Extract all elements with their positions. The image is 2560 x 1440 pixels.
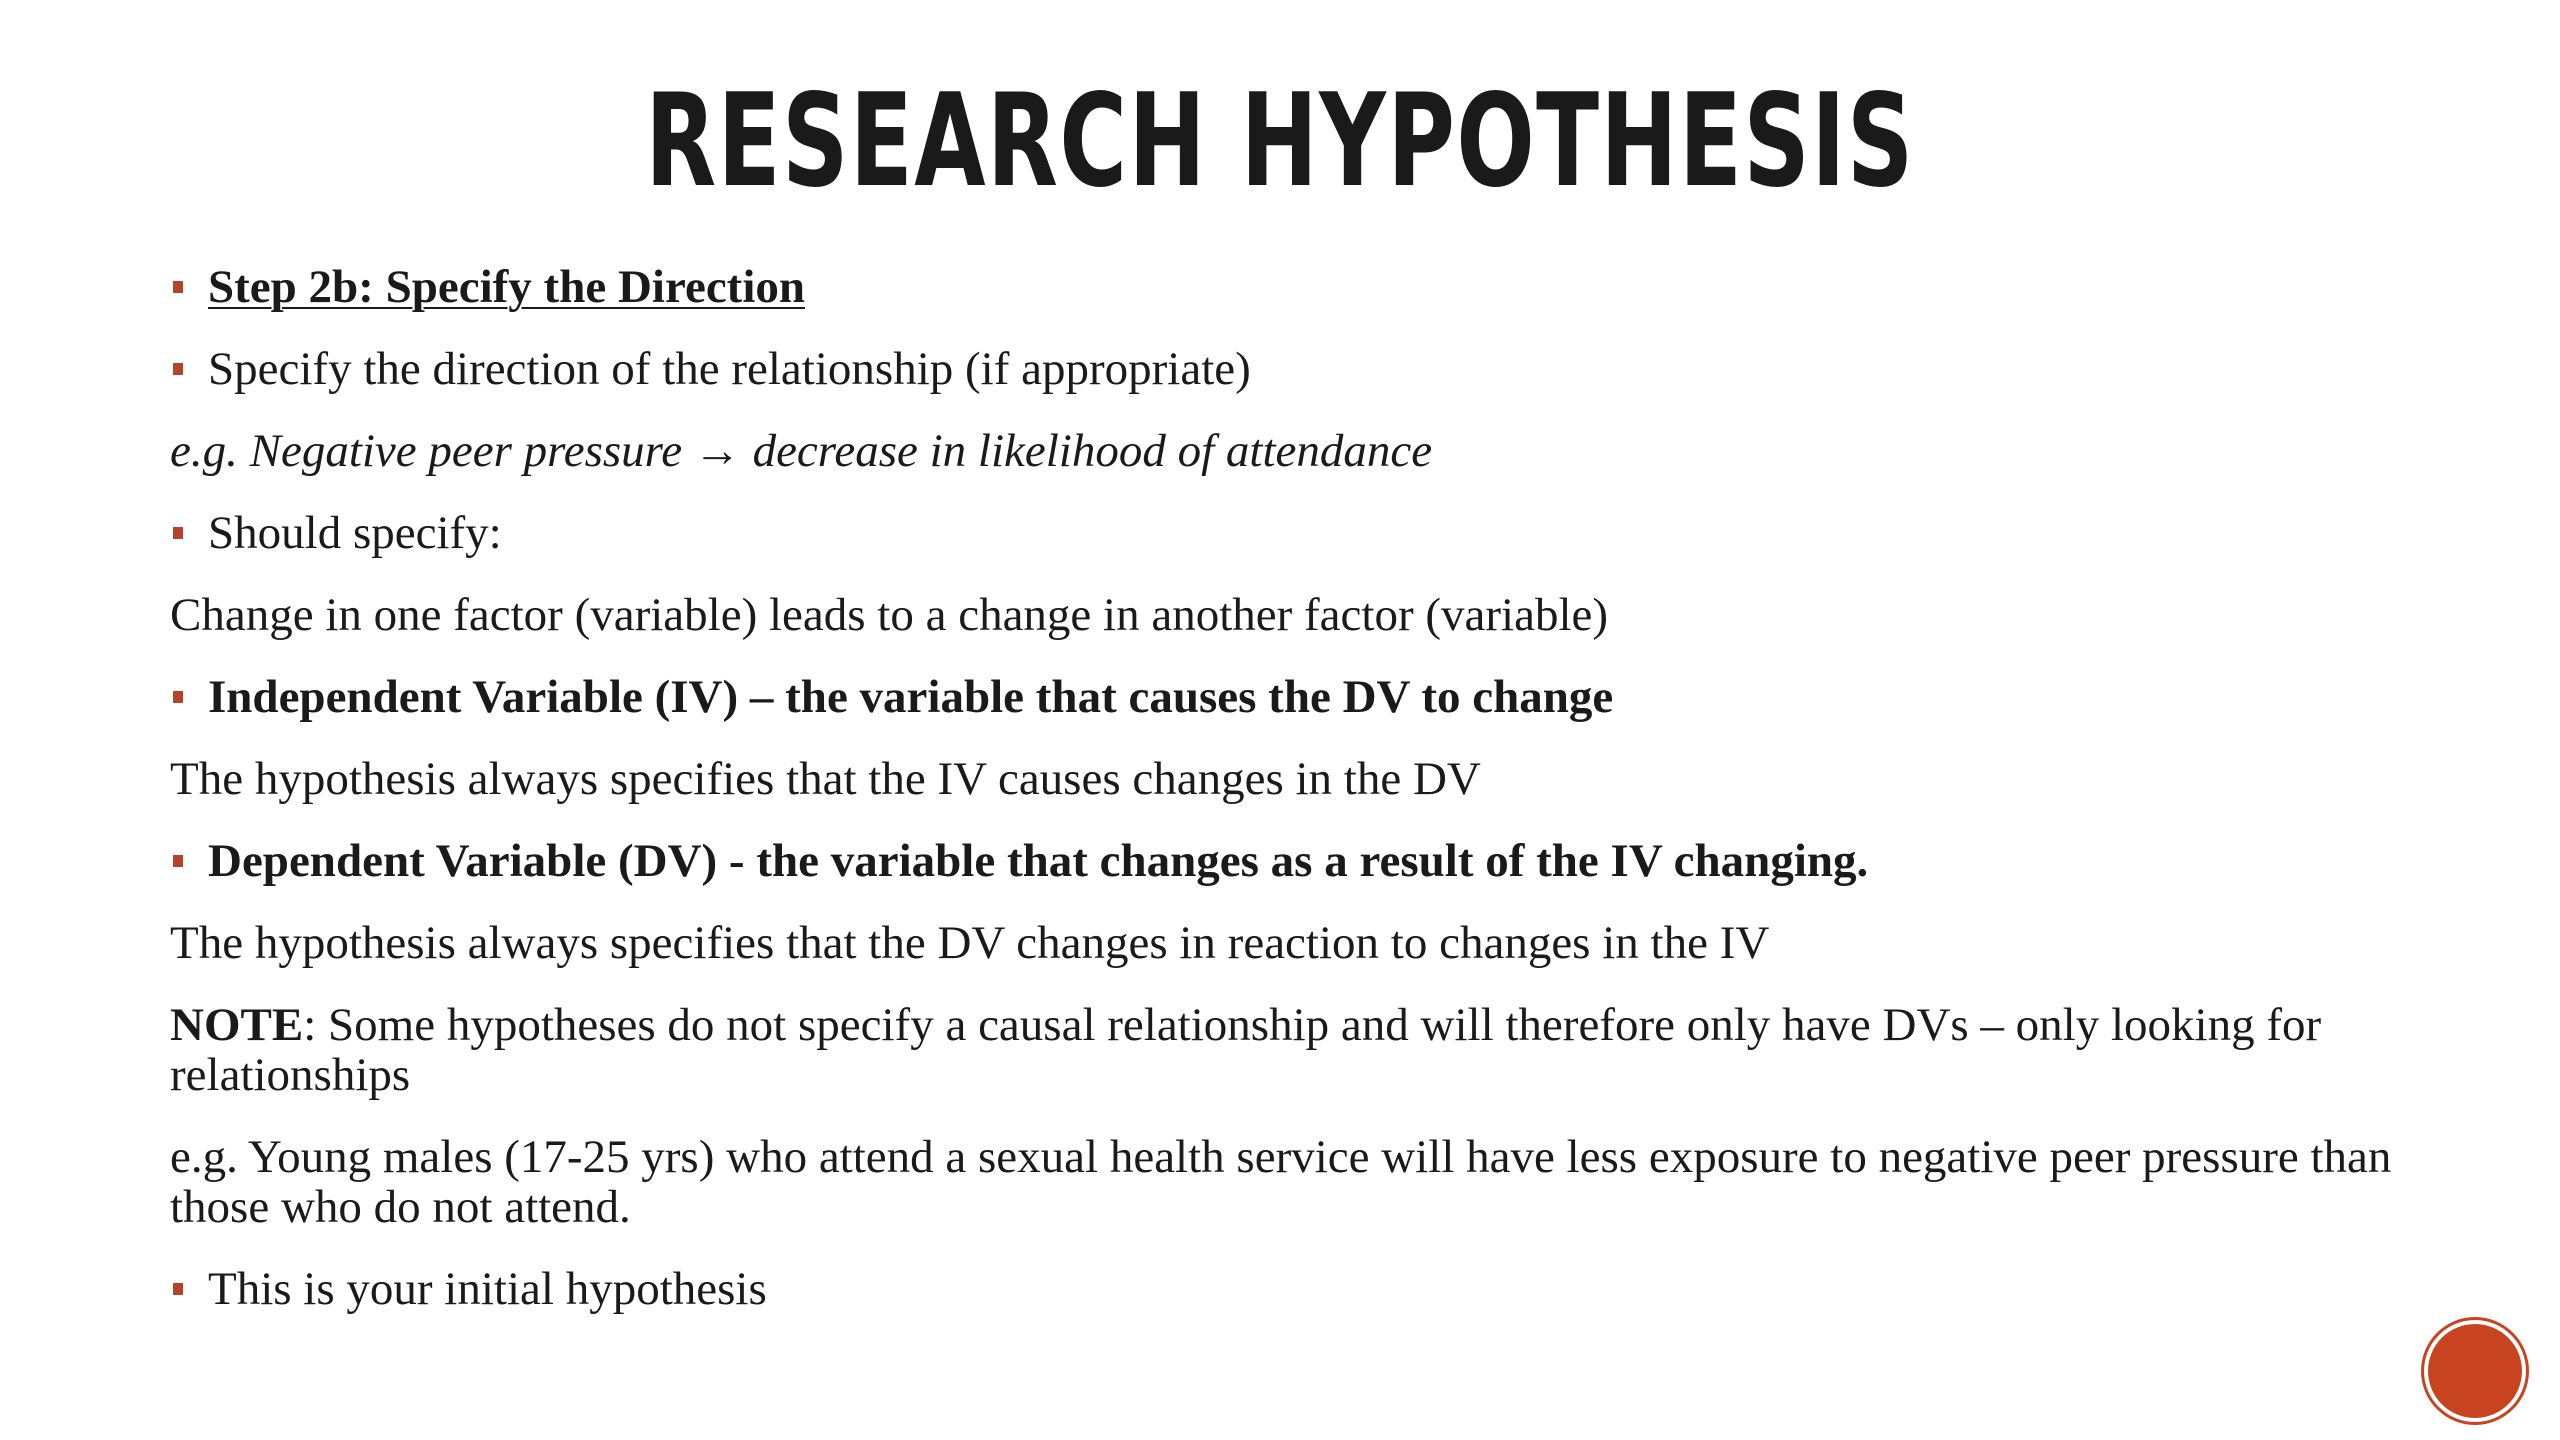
step-heading: Step 2b: Specify the Direction [208,261,806,313]
example-hypothesis: e.g. Young males (17-25 yrs) who attend a sexual health service will have less exposure to negative peer pressure than those who do not attend. [170,1131,2392,1233]
note-paragraph [170,1000,2440,1100]
should-specify-text: Should specify: [208,507,502,559]
slide-content [170,262,2440,1346]
initial-hypothesis-text: This is your initial hypothesis [208,1263,767,1315]
bullet-initial-hypothesis [170,1264,2440,1314]
example-direction: e.g. Negative peer pressure → decrease in likelihood of attendance [170,425,1433,477]
bullet-step-heading [170,262,2440,312]
slide-title: RESEARCH HYPOTHESIS [645,67,1915,216]
bullet-should-specify [170,508,2440,558]
bullet-marker [173,691,183,703]
dv-hypothesis: The hypothesis always specifies that the DV changes in reaction to changes in the IV [170,917,1770,969]
bullet-marker [173,363,183,375]
slide-number-badge [2428,1324,2522,1418]
bullet-marker [173,281,183,293]
iv-hypothesis: The hypothesis always specifies that the IV causes changes in the DV [170,753,1481,805]
dv-definition-text: Dependent Variable (DV) - the variable that changes as a result of the IV changing. [208,835,1869,887]
note-label: NOTE [170,999,304,1051]
bullet-specify-direction [170,344,2440,394]
bullet-marker [173,1283,183,1295]
bullet-dv-definition [170,836,2440,886]
note-text: : Some hypotheses do not specify a causal relationship and will therefore only have DVs – only looking for relationships [170,999,2322,1101]
specify-direction-text: Specify the direction of the relationship (if appropriate) [208,343,1251,395]
iv-definition-text: Independent Variable (IV) – the variable that causes the DV to change [208,671,1614,723]
bullet-marker [173,527,183,539]
change-statement: Change in one factor (variable) leads to a change in another factor (variable) [170,589,1609,641]
bullet-marker [173,855,183,867]
bullet-iv-definition [170,672,2440,722]
